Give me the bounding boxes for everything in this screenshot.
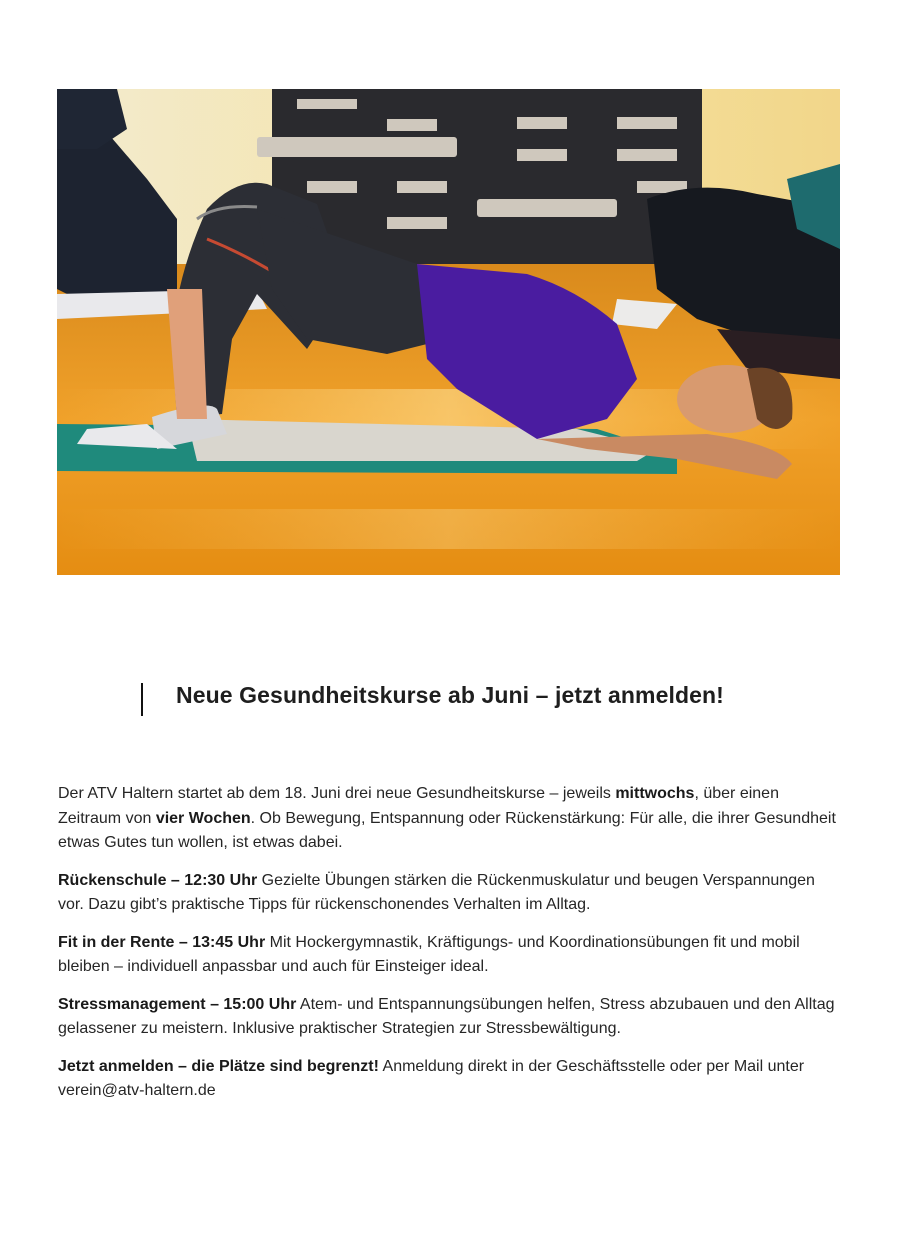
intro-paragraph: Der ATV Haltern startet ab dem 18. Juni drei neue Gesundheitskurse – jeweils mittwochs, über einen Zeitraum von vier Wochen. Ob Bewegung, Entspannung oder Rückenstärkung: Für alle, die ihrer Gesundheit etwas Gutes tun wollen, ist etwas dabei. <box>58 785 836 851</box>
intro-bold-duration: vier Wochen <box>155 809 251 827</box>
course-text: Gezielte Übungen stärken die Rückenmuskulatur und beugen Verspannungen vor. Dazu gibt’s praktische Tipps für rückenschonendes Verhalten im Alltag. <box>58 871 815 913</box>
course-stressmanagement <box>58 993 838 1042</box>
call-to-action <box>58 1055 838 1104</box>
cta-text: Anmeldung direkt in der Geschäftsstelle oder per Mail unter verein@atv-haltern.de <box>58 1057 805 1099</box>
course-text: Mit Hockergymnastik, Kräftigungs- und Koordinationsübungen fit und mobil bleiben – individuell anpassbar und auch für Einsteiger ideal. <box>58 933 800 975</box>
article-body <box>58 782 838 1117</box>
course-title: Rückenschule – 12:30 Uhr <box>58 871 258 889</box>
course-fit-in-der-rente <box>58 931 838 980</box>
hero-photo <box>57 89 840 575</box>
course-title: Fit in der Rente – 13:45 Uhr <box>58 933 266 951</box>
intro-bold-weekday: mittwochs <box>615 785 695 802</box>
cta-bold: Jetzt anmelden – die Plätze sind begrenzt! <box>58 1057 379 1075</box>
course-text: Atem- und Entspannungsübungen helfen, Stress abzubauen und den Alltag gelassener zu meistern. Inklusive praktischer Strategien zur Stressbewältigung. <box>58 995 835 1037</box>
course-rueckenschule <box>58 869 838 918</box>
page-title: Neue Gesundheitskurse ab Juni – jetzt anmelden! <box>176 682 724 708</box>
course-title: Stressmanagement – 15:00 Uhr <box>58 995 297 1013</box>
